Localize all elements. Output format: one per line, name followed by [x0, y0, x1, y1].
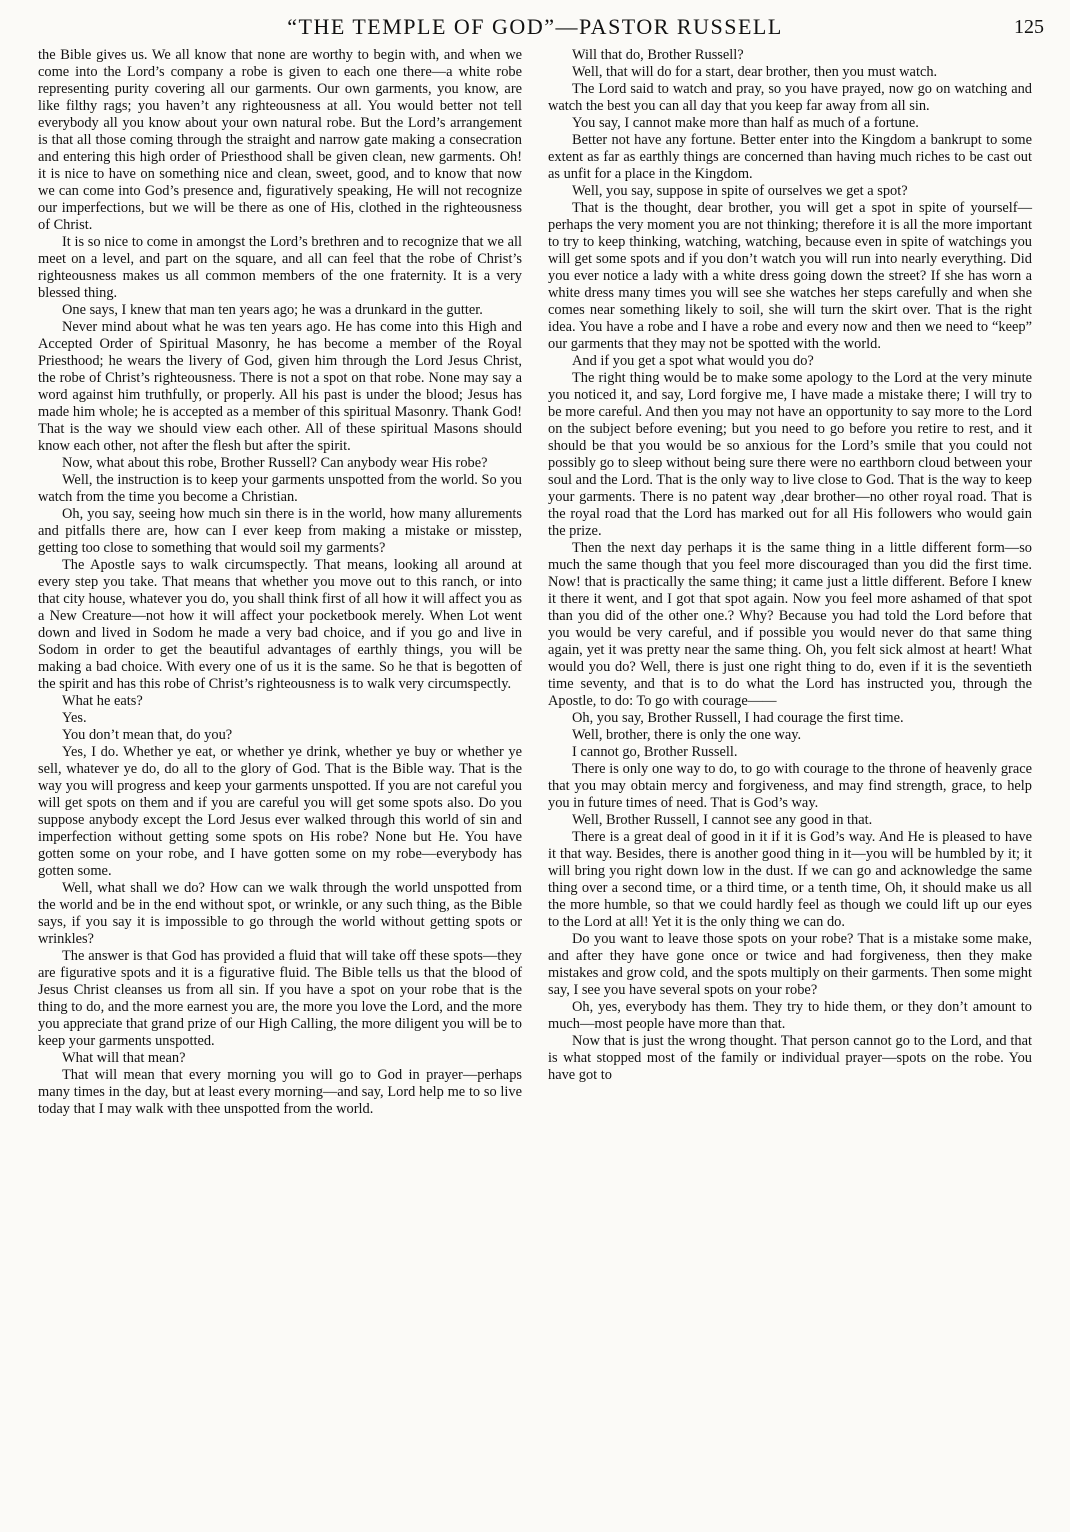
paragraph: Never mind about what he was ten years ago. He has come into this High and Accepted Order of Spiritual Masonry, he has become a member of the Royal Priesthood; he wears the livery of God, given him through the Lord Jesus Christ, the robe of Christ’s righteousness. There is not a spot on that robe. None may say a word against him truthfully, or properly. All his past is under the blood; Jesus has made him whole; he is accepted as a member of this spiritual Masonry. Thank God! That is the way we should view each other. All of these spiritual Masons should know each other, not after the flesh but after the spirit.: [38, 319, 522, 454]
paragraph: Well, you say, suppose in spite of ourselves we get a spot?: [572, 183, 908, 199]
paragraph: Will that do, Brother Russell?: [572, 47, 744, 63]
paragraph: One says, I knew that man ten years ago; he was a drunkard in the gutter.: [62, 302, 483, 318]
paragraph: Yes.: [62, 710, 87, 726]
paragraph: You say, I cannot make more than half as much of a fortune.: [572, 115, 919, 131]
paragraph: Well, Brother Russell, I cannot see any good in that.: [572, 812, 873, 828]
paragraph: It is so nice to come in amongst the Lord’s brethren and to recognize that we all meet on a level, and part on the square, and all can feel that the robe of Christ’s righteousness makes us all common members of the one fraternity. It is a very blessed thing.: [38, 234, 522, 301]
paragraph: There is a great deal of good in it if it is God’s way. And He is pleased to have it that way. Besides, there is another good thing in it—you will be humbled by it; it will bring you right down low in the dust. If we can go and acknowledge the same thing over a second time, or a third time, or a tenth time, Oh, it should make us all the more humble, so that we could hardly feel as though we could lift up our eyes to the Lord at all! Yet it is the only thing we can do.: [548, 829, 1032, 930]
paragraph: That is the thought, dear brother, you will get a spot in spite of yourself—perhaps the very moment you are not thinking; therefore it is all the more important to try to keep thinking, watching, watching, because even in spite of watchings you will get some spots and if you don’t watch you will run into nearly everything. Did you ever notice a lady with a white dress going down the street? If she has worn a white dress many times you will see she watches her steps carefully and when she comes near something likely to soil, she will turn the skirt over. That is the right idea. You have a robe and I have a robe and every now and then we need to “keep” our garments that they may not be spotted with the world.: [548, 200, 1032, 352]
paragraph: Well, brother, there is only the one way.: [572, 727, 802, 743]
running-header: [0, 14, 1070, 48]
page-number: 125: [1014, 16, 1044, 38]
running-title: “THE TEMPLE OF GOD”—PASTOR RUSSELL: [287, 14, 783, 39]
paragraph: You don’t mean that, do you?: [62, 727, 233, 743]
paragraph: Then the next day perhaps it is the same thing in a little different form—so much the same though that you feel more discouraged than you did the first time. Now! that is practically the same thing; it came just a little different. Before I knew it there it went, and I got that spot again. Now you feel more ashamed of that spot than you did of the other one.? Why? Because you had told the Lord before that you would be very careful, and if possible you would never do that same thing again, yet it was pretty near the same thing. Oh, you felt sick almost at heart! What would you do? Well, there is just one right thing to do, even if it is the seventieth time seventy, and that is to do what the Lord has instructed you, through the Apostle, to do: To go with courage——: [548, 540, 1032, 709]
paragraph: the Bible gives us. We all know that none are worthy to begin with, and when we come into the Lord’s company a robe is given to each one there—a white robe representing purity covering all our garments. Our own garments, you know, are like filthy rags; you haven’t any righteousness at all. You would better not tell everybody all you know about your own natural robe. But the Lord’s arrangement is that all those coming through the straight and narrow gate making a consecration and entering this high order of Priesthood shall be given clean, new garments. Oh! it is nice to have on something nice and clean, sweet, good, and to know that now we can come into God’s presence and, figuratively speaking, He will not recognize our imperfections, but we will be there as one of His, clothed in the righteousness of Christ.: [38, 47, 522, 233]
paragraph: Oh, you say, seeing how much sin there is in the world, how many allurements and pitfalls there are, how can I ever keep from making a mistake or misstep, getting too close to something that would soil my garments?: [38, 506, 522, 556]
paragraph: Now, what about this robe, Brother Russell? Can anybody wear His robe?: [62, 455, 488, 471]
paragraph: And if you get a spot what would you do?: [572, 353, 814, 369]
paragraph: The Apostle says to walk circumspectly. That means, looking all around at every step you take. That means that whether you move out to this ranch, or into that city house, whatever you do, you shall think first of all how it will affect you as a New Creature—not how it will affect your pocketbook merely. When Lot went down and lived in Sodom he made a very bad choice, and if you go and live in Sodom in order to get the beautiful advantages of earthly things, you will be making a bad choice. With every one of us it is the same. So he that is begotten of the spirit and has this robe of Christ’s righteousness is to walk very circumspectly.: [38, 557, 522, 692]
paragraph: Now that is just the wrong thought. That person cannot go to the Lord, and that is what stopped most of the family or individual prayer—spots on the robe. You have got to: [548, 1033, 1032, 1083]
paragraph: The right thing would be to make some apology to the Lord at the very minute you noticed it, and say, Lord forgive me, I have made a mistake there; I will try to be more careful. And then you may not have an opportunity to say more to the Lord on the subject before evening; but you need to go before you retire to rest, and it should be that you would be so anxious for the Lord’s smile that you could not possibly go to sleep without being sure there were no earthborn cloud between your soul and the Lord. That is the only way to live close to God. That is the way to keep your garments. There is no patent way ,dear brother—no other royal road. That is the royal road that the Lord has marked out for all His followers who would gain the prize.: [548, 370, 1032, 539]
paragraph: I cannot go, Brother Russell.: [572, 744, 738, 760]
paragraph: The Lord said to watch and pray, so you have prayed, now go on watching and watch the best you can all day that you keep far away from all sin.: [548, 81, 1032, 114]
paragraph: Well, the instruction is to keep your garments unspotted from the world. So you watch from the time you become a Christian.: [38, 472, 522, 505]
paragraph: Do you want to leave those spots on your robe? That is a mistake some make, and after they have gone once or twice and had forgiveness, then they make mistakes and grow cold, and the spots multiply on their garments. Then some might say, I see you have several spots on your robe?: [548, 931, 1032, 998]
paragraph: The answer is that God has provided a fluid that will take off these spots—they are figurative spots and it is a figurative fluid. The Bible tells us that the blood of Jesus Christ cleanses us from all sin. If you have a spot on your robe that is the thing to do, and the more earnest you are, the more you love the Lord, and the more you appreciate that grand prize of our High Calling, the more diligent you will be to keep your garments unspotted.: [38, 948, 522, 1049]
paragraph: Yes, I do. Whether ye eat, or whether ye drink, whether ye buy or whether ye sell, whatever ye do, do all to the glory of God. That is the Bible way. That is the way you will progress and keep your garments unspotted. If you are not careful you will get spots on them and if you are careful you will get some spots also. Do you suppose anybody except the Lord Jesus ever walked through this world of sin and imperfection without getting some spots on His robe? None but He. You have gotten some on your robe, and I have gotten some on my robe—everybody has gotten some.: [38, 744, 522, 879]
right-column: [548, 47, 1032, 1084]
paragraph: What he eats?: [62, 693, 143, 709]
paragraph: Oh, yes, everybody has them. They try to hide them, or they don’t amount to much—most people have more than that.: [548, 999, 1032, 1032]
paragraph: Oh, you say, Brother Russell, I had courage the first time.: [572, 710, 904, 726]
paragraph: There is only one way to do, to go with courage to the throne of heavenly grace that you may obtain mercy and forgiveness, and may find strength, grace, to help you in future times of need. That is God’s way.: [548, 761, 1032, 811]
paragraph: Better not have any fortune. Better enter into the Kingdom a bankrupt to some extent as far as earthly things are concerned than having much riches to be cast out as unfit for a place in the Kingdom.: [548, 132, 1032, 182]
left-column: [38, 47, 522, 1118]
paragraph: What will that mean?: [62, 1050, 186, 1066]
paragraph: Well, what shall we do? How can we walk through the world unspotted from the world and be in the end without spot, or wrinkle, or any such thing, as the Bible says, if you say it is impossible to go through the world without getting spots or wrinkles?: [38, 880, 522, 947]
paragraph: Well, that will do for a start, dear brother, then you must watch.: [572, 64, 938, 80]
paragraph: That will mean that every morning you will go to God in prayer—perhaps many times in the day, but at least every morning—and say, Lord help me to so live today that I may walk with thee unspotted from the world.: [38, 1067, 522, 1117]
